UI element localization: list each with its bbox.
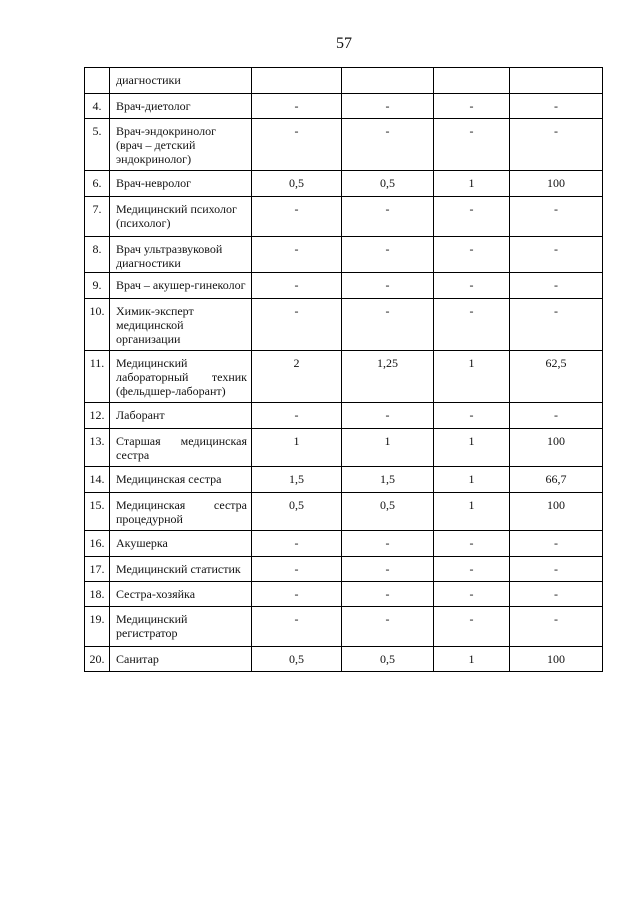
value-cell: - bbox=[434, 197, 510, 237]
position-name bbox=[110, 68, 252, 94]
value-cell: 0,5 bbox=[252, 171, 342, 197]
value-cell: - bbox=[342, 531, 434, 557]
value-cell: - bbox=[252, 403, 342, 429]
value-cell: 100 bbox=[510, 429, 603, 467]
name-line: Акушерка bbox=[116, 536, 168, 550]
value-cell: - bbox=[342, 273, 434, 299]
name-line: регистратор bbox=[116, 626, 178, 640]
row-number: 20. bbox=[85, 647, 110, 672]
value-cell: 0,5 bbox=[342, 171, 434, 197]
row-number: 13. bbox=[85, 429, 110, 467]
value-cell bbox=[434, 68, 510, 94]
value-cell: - bbox=[342, 197, 434, 237]
table-row bbox=[85, 237, 603, 273]
name-line: Врач-диетолог bbox=[116, 99, 191, 113]
table-row bbox=[85, 531, 603, 557]
row-number: 16. bbox=[85, 531, 110, 557]
value-cell: - bbox=[252, 273, 342, 299]
value-cell: - bbox=[434, 119, 510, 171]
name-line: (врач – детский bbox=[116, 138, 196, 152]
position-name bbox=[110, 403, 252, 429]
position-name bbox=[110, 94, 252, 119]
name-line: Медицинский bbox=[116, 612, 188, 626]
value-cell: - bbox=[342, 582, 434, 607]
row-number: 12. bbox=[85, 403, 110, 429]
position-name bbox=[110, 171, 252, 197]
value-cell: 100 bbox=[510, 493, 603, 531]
row-number: 7. bbox=[85, 197, 110, 237]
value-cell: 1,25 bbox=[342, 351, 434, 403]
name-line: диагностики bbox=[116, 256, 181, 270]
value-cell: - bbox=[252, 119, 342, 171]
value-cell bbox=[510, 68, 603, 94]
value-cell: - bbox=[434, 582, 510, 607]
table-row bbox=[85, 582, 603, 607]
position-name bbox=[110, 531, 252, 557]
position-name bbox=[110, 273, 252, 299]
row-number: 19. bbox=[85, 607, 110, 647]
value-cell: - bbox=[510, 237, 603, 273]
value-cell: 2 bbox=[252, 351, 342, 403]
value-cell: 100 bbox=[510, 647, 603, 672]
row-number: 9. bbox=[85, 273, 110, 299]
value-cell: 62,5 bbox=[510, 351, 603, 403]
value-cell: - bbox=[252, 531, 342, 557]
value-cell: 1 bbox=[434, 429, 510, 467]
value-cell: - bbox=[434, 237, 510, 273]
name-line: Сестра-хозяйка bbox=[116, 587, 196, 601]
row-number: 11. bbox=[85, 351, 110, 403]
name-line: Санитар bbox=[116, 652, 159, 666]
row-number: 8. bbox=[85, 237, 110, 273]
name-line: Медицинская сестра bbox=[116, 498, 247, 512]
table-row bbox=[85, 403, 603, 429]
page-number: 57 bbox=[336, 35, 352, 52]
position-name bbox=[110, 582, 252, 607]
value-cell: - bbox=[510, 403, 603, 429]
name-line: Врач-невролог bbox=[116, 176, 192, 190]
value-cell: 0,5 bbox=[252, 493, 342, 531]
value-cell: 1 bbox=[252, 429, 342, 467]
row-number: 15. bbox=[85, 493, 110, 531]
name-line: диагностики bbox=[116, 73, 181, 87]
value-cell: - bbox=[342, 237, 434, 273]
value-cell: - bbox=[342, 403, 434, 429]
value-cell: 1 bbox=[434, 493, 510, 531]
value-cell: 0,5 bbox=[342, 647, 434, 672]
row-number: 4. bbox=[85, 94, 110, 119]
name-line: эндокринолог) bbox=[116, 152, 192, 166]
value-cell: - bbox=[434, 273, 510, 299]
value-cell: - bbox=[434, 607, 510, 647]
value-cell: - bbox=[510, 273, 603, 299]
position-name bbox=[110, 467, 252, 493]
table-row bbox=[85, 273, 603, 299]
value-cell: - bbox=[252, 607, 342, 647]
value-cell: 1 bbox=[434, 647, 510, 672]
table-row bbox=[85, 119, 603, 171]
position-name bbox=[110, 557, 252, 582]
name-line: Химик-эксперт bbox=[116, 304, 194, 318]
value-cell: 1 bbox=[434, 351, 510, 403]
name-line: Медицинский психолог bbox=[116, 202, 237, 216]
table-row bbox=[85, 299, 603, 351]
value-cell: - bbox=[510, 531, 603, 557]
value-cell: 0,5 bbox=[252, 647, 342, 672]
value-cell: - bbox=[252, 197, 342, 237]
value-cell: 1,5 bbox=[252, 467, 342, 493]
name-line: процедурной bbox=[116, 512, 183, 526]
position-name bbox=[110, 647, 252, 672]
value-cell: - bbox=[252, 557, 342, 582]
name-line: Врач-эндокринолог bbox=[116, 124, 216, 138]
row-number: 5. bbox=[85, 119, 110, 171]
value-cell: - bbox=[510, 299, 603, 351]
name-line: сестра bbox=[116, 448, 150, 462]
position-name bbox=[110, 429, 252, 467]
position-name bbox=[110, 607, 252, 647]
value-cell: - bbox=[510, 582, 603, 607]
value-cell: 1 bbox=[342, 429, 434, 467]
row-number: 18. bbox=[85, 582, 110, 607]
name-line: (психолог) bbox=[116, 216, 171, 230]
table-row bbox=[85, 429, 603, 467]
name-line: Старшая медицинская bbox=[116, 434, 247, 448]
value-cell: - bbox=[510, 119, 603, 171]
value-cell bbox=[252, 68, 342, 94]
value-cell: - bbox=[342, 119, 434, 171]
table-row bbox=[85, 171, 603, 197]
value-cell: 1 bbox=[434, 467, 510, 493]
table-row bbox=[85, 68, 603, 94]
table-row bbox=[85, 197, 603, 237]
value-cell: - bbox=[510, 197, 603, 237]
row-number: 6. bbox=[85, 171, 110, 197]
name-line: Лаборант bbox=[116, 408, 165, 422]
staff-table bbox=[84, 67, 603, 672]
name-line: Врач ультразвуковой bbox=[116, 242, 223, 256]
value-cell: - bbox=[252, 237, 342, 273]
value-cell: 66,7 bbox=[510, 467, 603, 493]
position-name bbox=[110, 299, 252, 351]
table-row bbox=[85, 493, 603, 531]
name-line: лабораторный техник bbox=[116, 370, 247, 384]
value-cell: - bbox=[252, 299, 342, 351]
name-line: медицинской bbox=[116, 318, 184, 332]
name-line: (фельдшер-лаборант) bbox=[116, 384, 226, 398]
table-row bbox=[85, 647, 603, 672]
position-name bbox=[110, 237, 252, 273]
value-cell: - bbox=[252, 94, 342, 119]
position-name bbox=[110, 119, 252, 171]
value-cell: - bbox=[342, 299, 434, 351]
value-cell: - bbox=[342, 94, 434, 119]
name-line: организации bbox=[116, 332, 181, 346]
name-line: Врач – акушер-гинеколог bbox=[116, 278, 246, 292]
name-line: Медицинский статистик bbox=[116, 562, 241, 576]
value-cell: - bbox=[252, 582, 342, 607]
row-number: 10. bbox=[85, 299, 110, 351]
row-number: 14. bbox=[85, 467, 110, 493]
row-number bbox=[85, 68, 110, 94]
value-cell: - bbox=[434, 94, 510, 119]
value-cell: - bbox=[510, 94, 603, 119]
name-line: Медицинский bbox=[116, 356, 188, 370]
table-row bbox=[85, 351, 603, 403]
position-name bbox=[110, 493, 252, 531]
value-cell: 0,5 bbox=[342, 493, 434, 531]
value-cell: - bbox=[434, 557, 510, 582]
value-cell: - bbox=[434, 531, 510, 557]
value-cell: - bbox=[342, 557, 434, 582]
row-number: 17. bbox=[85, 557, 110, 582]
position-name bbox=[110, 351, 252, 403]
table-row bbox=[85, 94, 603, 119]
value-cell: - bbox=[434, 299, 510, 351]
value-cell: - bbox=[434, 403, 510, 429]
value-cell bbox=[342, 68, 434, 94]
table-row bbox=[85, 557, 603, 582]
table-row bbox=[85, 467, 603, 493]
position-name bbox=[110, 197, 252, 237]
table-row bbox=[85, 607, 603, 647]
name-line: Медицинская сестра bbox=[116, 472, 222, 486]
value-cell: - bbox=[510, 607, 603, 647]
value-cell: 1 bbox=[434, 171, 510, 197]
value-cell: - bbox=[510, 557, 603, 582]
value-cell: - bbox=[342, 607, 434, 647]
value-cell: 1,5 bbox=[342, 467, 434, 493]
value-cell: 100 bbox=[510, 171, 603, 197]
